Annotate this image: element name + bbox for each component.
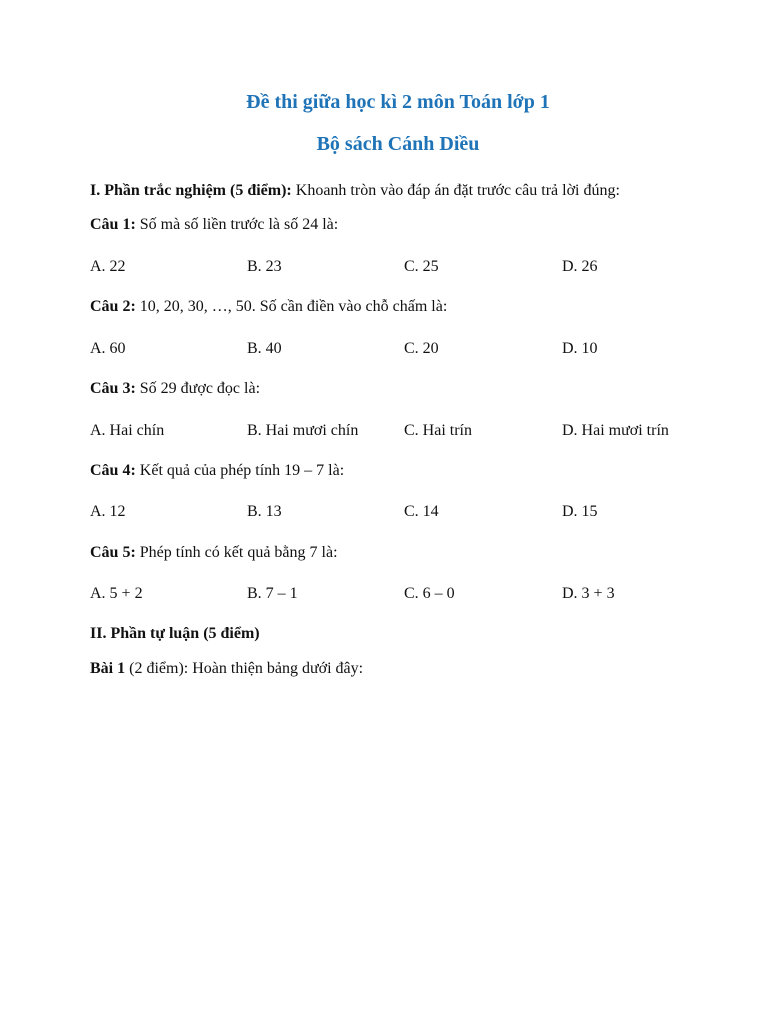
question-text: Kết quả của phép tính 19 – 7 là: [135, 462, 345, 479]
question-label: Câu 5: [90, 544, 136, 561]
exercise-label: Bài 1 [90, 660, 126, 677]
question-text: Số mà số liền trước là số 24 là: [135, 216, 339, 233]
question-label: Câu 4: [90, 462, 136, 479]
option-d[interactable]: D. 3 + 3 [562, 585, 615, 602]
part1-heading: I. Phần trắc nghiệm (5 điểm): [90, 182, 292, 199]
question-2 [90, 298, 447, 316]
question-1-options [90, 258, 730, 280]
option-b[interactable]: B. 7 – 1 [247, 585, 298, 602]
document-title: Đề thi giữa học kì 2 môn Toán lớp 1 [246, 91, 550, 113]
question-3 [90, 380, 260, 398]
option-c[interactable]: C. Hai trín [404, 422, 472, 439]
part2-heading: II. Phần tự luận (5 điểm) [90, 625, 260, 642]
question-4 [90, 462, 344, 480]
option-b[interactable]: B. 40 [247, 340, 282, 357]
question-text: Số 29 được đọc là: [135, 380, 261, 397]
part2-heading-line [90, 625, 260, 643]
question-2-options [90, 340, 730, 362]
question-label: Câu 3: [90, 380, 136, 397]
option-c[interactable]: C. 14 [404, 503, 439, 520]
question-text: Phép tính có kết quả bằng 7 là: [135, 544, 338, 561]
option-b[interactable]: B. 23 [247, 258, 282, 275]
part1-heading-line [90, 182, 620, 200]
document-subtitle: Bộ sách Cánh Diều [316, 133, 480, 155]
option-c[interactable]: C. 6 – 0 [404, 585, 455, 602]
option-a[interactable]: A. 5 + 2 [90, 585, 143, 602]
option-b[interactable]: B. 13 [247, 503, 282, 520]
question-5-options [90, 585, 730, 607]
exercise-text: (2 điểm): Hoàn thiện bảng dưới đây: [125, 660, 364, 677]
option-a[interactable]: A. 12 [90, 503, 126, 520]
option-d[interactable]: D. 26 [562, 258, 598, 275]
option-d[interactable]: D. Hai mươi trín [562, 422, 669, 439]
exercise-1 [90, 660, 363, 678]
question-3-options [90, 422, 730, 444]
question-1 [90, 216, 338, 234]
question-4-options [90, 503, 730, 525]
option-c[interactable]: C. 25 [404, 258, 439, 275]
option-a[interactable]: A. 22 [90, 258, 126, 275]
question-5 [90, 544, 338, 562]
option-c[interactable]: C. 20 [404, 340, 439, 357]
option-d[interactable]: D. 15 [562, 503, 598, 520]
question-label: Câu 1: [90, 216, 136, 233]
question-label: Câu 2: [90, 298, 136, 315]
option-a[interactable]: A. 60 [90, 340, 126, 357]
question-text: 10, 20, 30, …, 50. Số cần điền vào chỗ chấm là: [135, 298, 448, 315]
part1-instruction: Khoanh tròn vào đáp án đặt trước câu trả lời đúng: [291, 182, 620, 199]
option-d[interactable]: D. 10 [562, 340, 598, 357]
option-a[interactable]: A. Hai chín [90, 422, 165, 439]
option-b[interactable]: B. Hai mươi chín [247, 422, 359, 439]
